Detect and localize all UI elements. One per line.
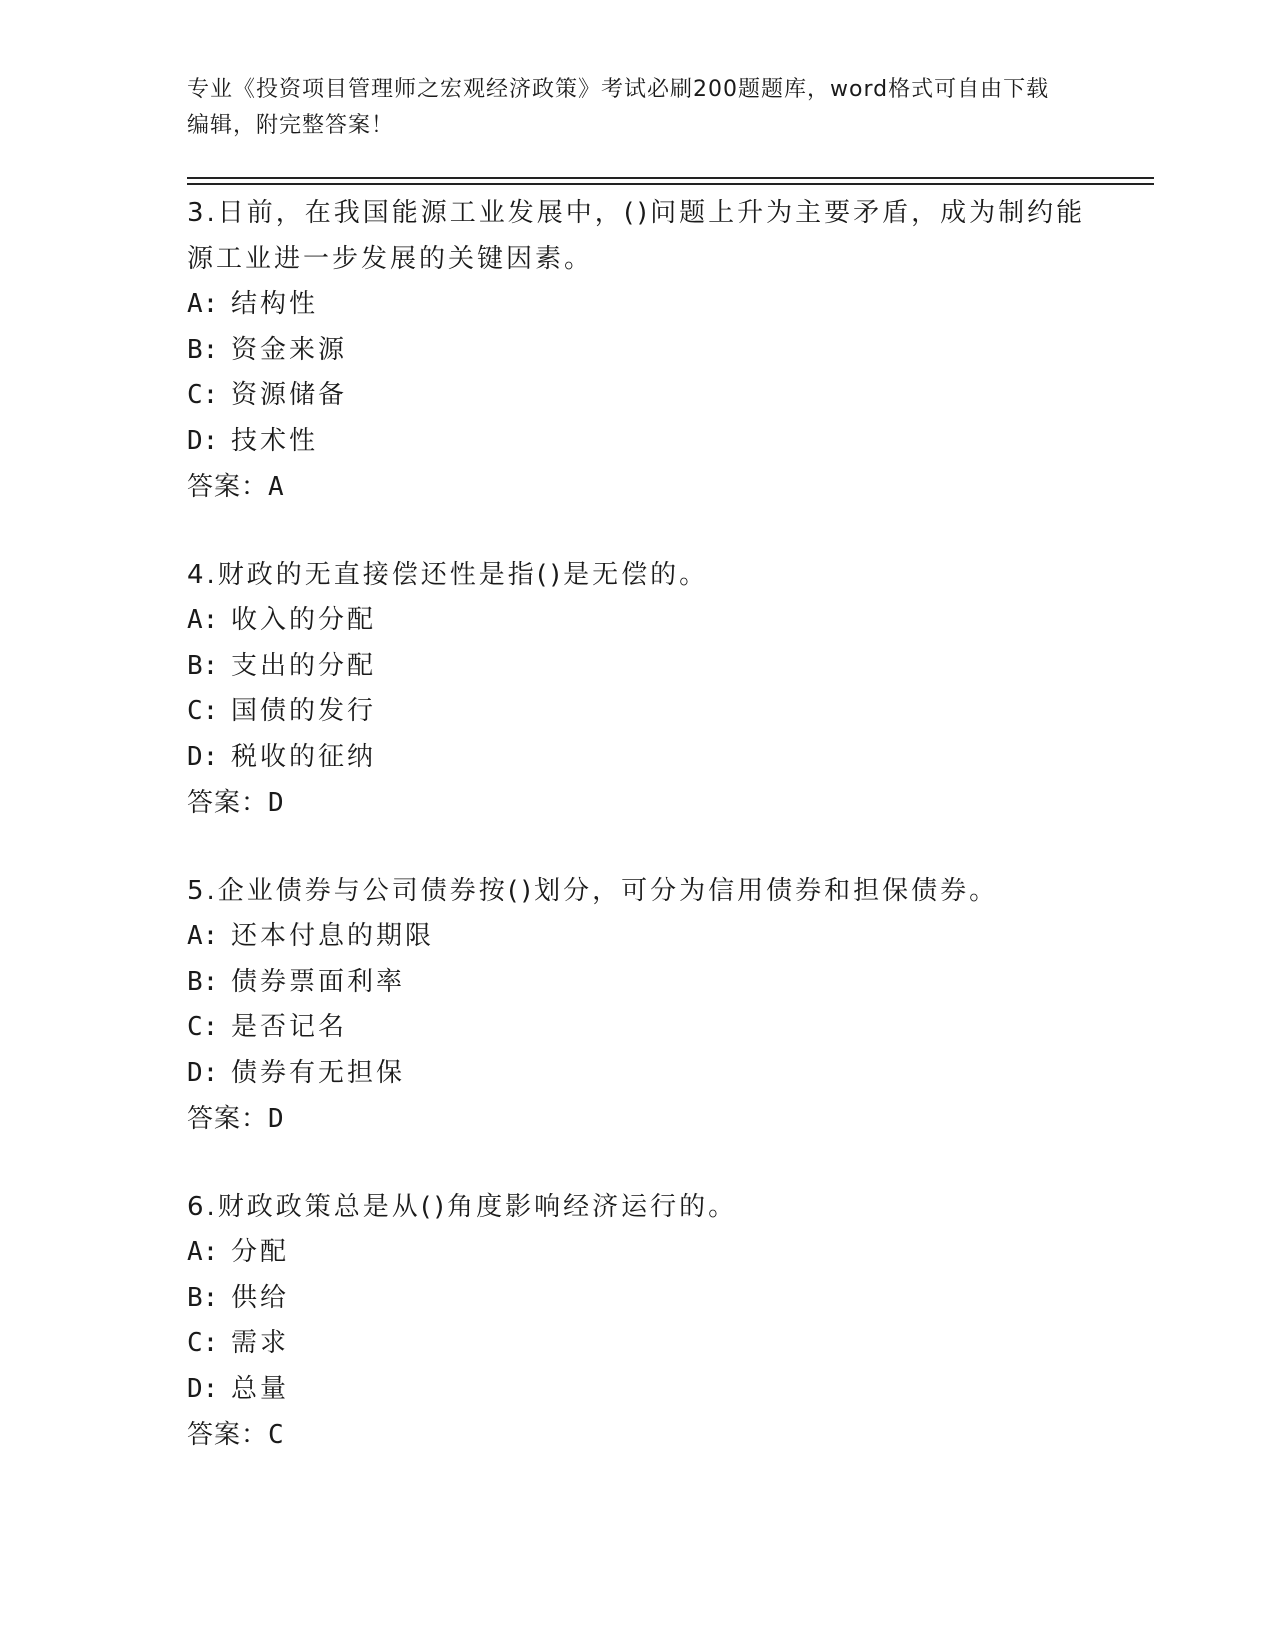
option-text: 资源储备 [231, 380, 348, 410]
title-divider-top [187, 177, 1154, 179]
answer-label: 答案： [187, 472, 269, 502]
option-letter: C: [187, 380, 219, 410]
question-6 [187, 1184, 1087, 1458]
option-text: 债券有无担保 [231, 1057, 406, 1088]
option-text: 技术性 [231, 425, 319, 456]
option-b [187, 328, 1087, 374]
answer-line [187, 1412, 1087, 1458]
document-title: 专业《投资项目管理师之宏观经济政策》考试必刷200题题库，word格式可自由下载编辑，附完整答案！ [187, 77, 1050, 138]
answer-value: D [268, 1104, 285, 1134]
answer-label: 答案： [187, 1104, 269, 1134]
option-text: 资金来源 [231, 334, 348, 365]
option-text: 还本付息的期限 [231, 921, 435, 951]
option-letter: A: [187, 921, 219, 951]
question-list [187, 190, 1087, 1500]
option-letter: C: [187, 1328, 219, 1358]
option-b [187, 1276, 1087, 1322]
option-text: 国债的发行 [231, 696, 377, 726]
option-c [187, 1321, 1087, 1367]
option-b [187, 960, 1087, 1006]
option-letter: A: [187, 605, 219, 635]
option-letter: C: [187, 1012, 219, 1042]
question-5 [187, 868, 1087, 1142]
option-text: 总量 [231, 1373, 290, 1404]
question-stem: 6.财政政策总是从()角度影响经济运行的。 [187, 1192, 738, 1222]
answer-line [187, 780, 1087, 826]
option-c [187, 1005, 1087, 1051]
option-d [187, 735, 1087, 781]
option-letter: B: [187, 966, 219, 997]
option-d [187, 1051, 1087, 1097]
option-c [187, 373, 1087, 419]
option-letter: D: [187, 425, 219, 456]
option-text: 结构性 [231, 289, 319, 319]
option-text: 供给 [231, 1282, 290, 1313]
question-stem: 4.财政的无直接偿还性是指()是无偿的。 [187, 560, 709, 590]
option-c [187, 689, 1087, 735]
option-text: 支出的分配 [231, 650, 377, 681]
option-a [187, 282, 1087, 328]
option-a [187, 598, 1087, 644]
option-d [187, 1367, 1087, 1413]
option-letter: A: [187, 289, 219, 319]
option-text: 分配 [231, 1237, 290, 1267]
answer-value: A [268, 472, 285, 502]
option-d [187, 419, 1087, 465]
question-3 [187, 190, 1087, 510]
option-letter: B: [187, 650, 219, 681]
option-letter: C: [187, 696, 219, 726]
option-letter: B: [187, 1282, 219, 1313]
title-divider-bottom [187, 183, 1154, 185]
option-letter: D: [187, 1373, 219, 1404]
option-b [187, 644, 1087, 690]
option-letter: D: [187, 1057, 219, 1088]
option-text: 收入的分配 [231, 605, 377, 635]
option-text: 债券票面利率 [231, 966, 406, 997]
answer-value: D [268, 788, 285, 818]
option-text: 需求 [231, 1328, 290, 1358]
answer-label: 答案： [187, 788, 269, 818]
option-a [187, 1230, 1087, 1276]
answer-line [187, 1096, 1087, 1142]
option-text: 是否记名 [231, 1012, 348, 1042]
answer-line [187, 464, 1087, 510]
option-a [187, 914, 1087, 960]
option-letter: A: [187, 1237, 219, 1267]
option-letter: D: [187, 741, 219, 772]
option-text: 税收的征纳 [231, 741, 377, 772]
option-letter: B: [187, 334, 219, 365]
answer-label: 答案： [187, 1420, 269, 1450]
question-stem: 3.日前，在我国能源工业发展中，()问题上升为主要矛盾，成为制约能源工业进一步发展的关键因素。 [187, 198, 1086, 274]
question-stem: 5.企业债券与公司债券按()划分，可分为信用债券和担保债券。 [187, 876, 999, 906]
question-4 [187, 552, 1087, 826]
answer-value: C [268, 1420, 285, 1450]
